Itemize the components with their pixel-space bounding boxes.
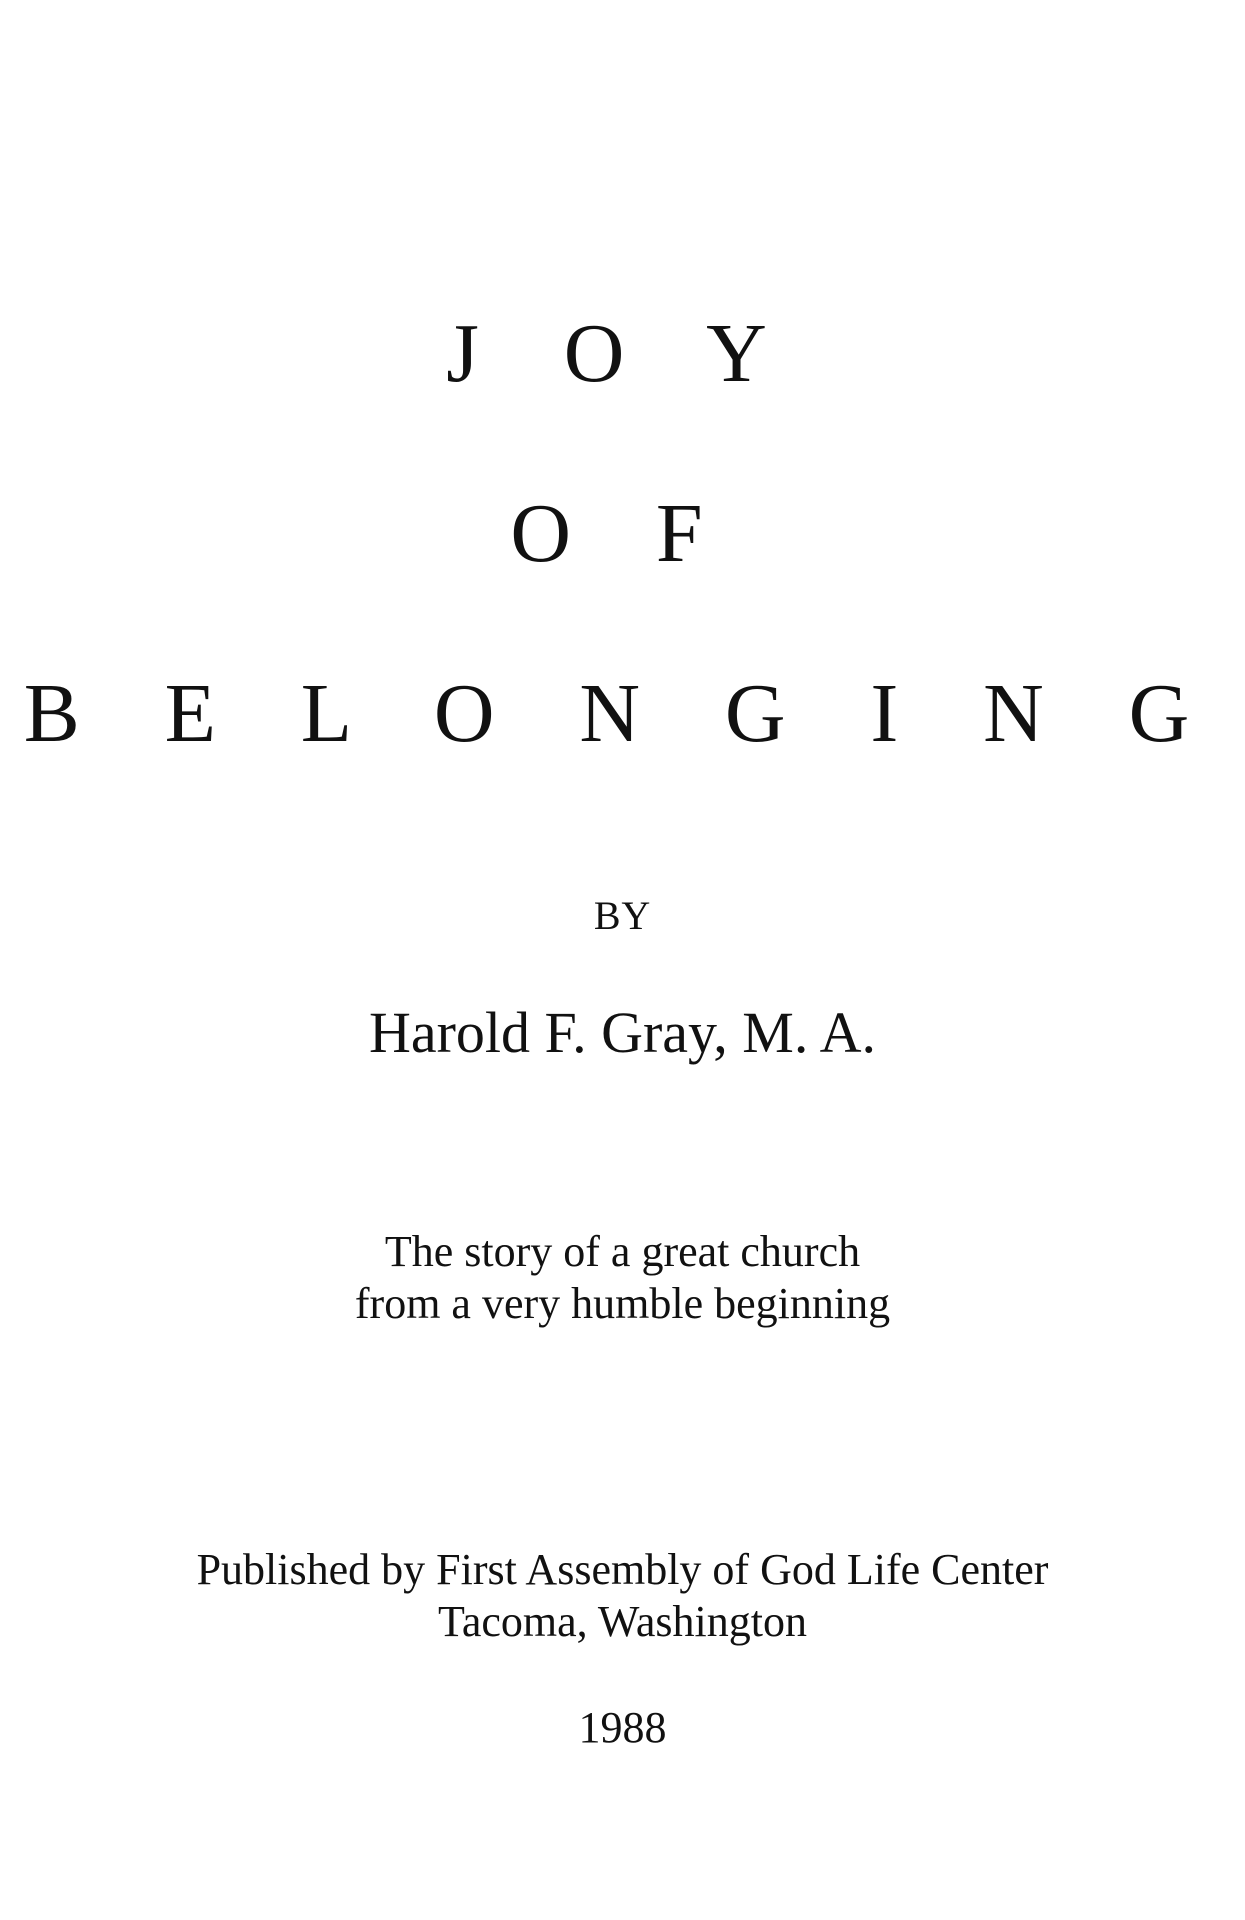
title-line-1: J O Y (446, 307, 799, 400)
title-line-2: O F (510, 487, 735, 580)
publisher-line-1: Published by First Assembly of God Life Center (196, 1545, 1049, 1594)
author-name: Harold F. Gray, M. A. (368, 1000, 877, 1065)
byline-by: BY (593, 893, 652, 938)
publication-year: 1988 (578, 1703, 667, 1752)
publisher-line-2: Tacoma, Washington (438, 1597, 807, 1646)
title-line-3: B E L O N G I N G (23, 667, 1222, 760)
subtitle-line-2: from a very humble beginning (354, 1279, 891, 1328)
subtitle-line-1: The story of a great church (384, 1227, 861, 1276)
